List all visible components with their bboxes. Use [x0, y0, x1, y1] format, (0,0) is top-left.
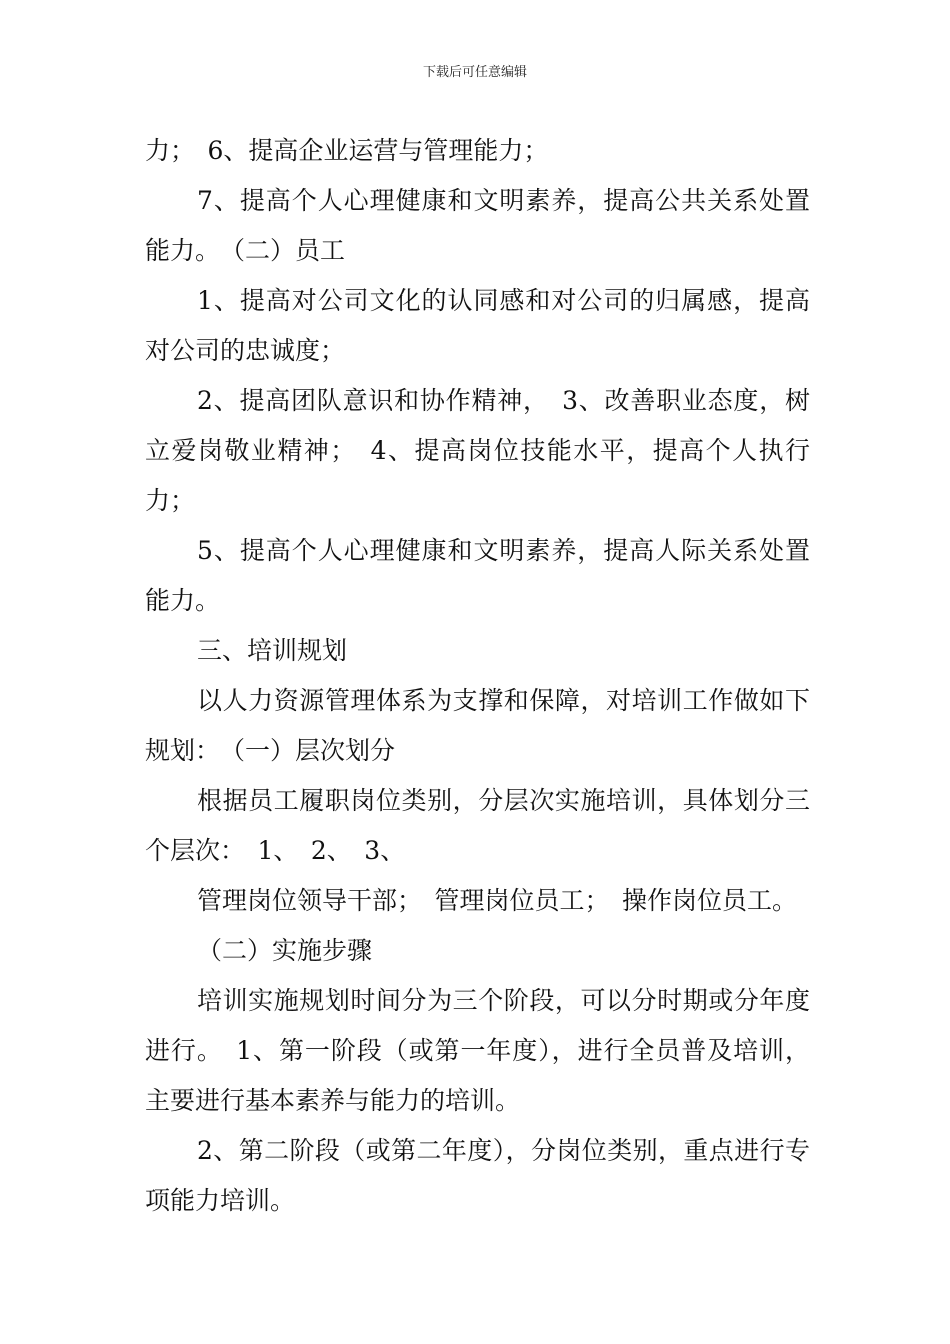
paragraph-1: 力； 6、提高企业运营与管理能力； — [145, 136, 549, 165]
document-body — [145, 126, 810, 1226]
page-header: 下载后可任意编辑 — [422, 65, 527, 80]
section-heading-training-plan: 三、培训规划 — [197, 636, 348, 665]
paragraph-2: 7、提高个人心理健康和文明素养，提高公共关系处置能力。 （二）员工 — [145, 186, 810, 265]
paragraph-8: 根据员工履职岗位类别，分层次实施培训，具体划分三个层次： 1、 2、 3、 — [145, 786, 810, 865]
paragraph-7: 以人力资源管理体系为支撑和保障，对培训工作做如下规划： （一）层次划分 — [145, 686, 810, 765]
subheading-implementation-steps: （二）实施步骤 — [197, 936, 373, 965]
paragraph-5: 5、提高个人心理健康和文明素养，提高人际关系处置能力。 — [145, 536, 810, 615]
paragraph-3: 1、提高对公司文化的认同感和对公司的归属感，提高对公司的忠诚度； — [145, 286, 810, 365]
paragraph-4: 2、提高团队意识和协作精神， 3、改善职业态度，树立爱岗敬业精神； 4、提高岗位技能水平，提高个人执行力； — [145, 386, 810, 515]
paragraph-9: 管理岗位领导干部； 管理岗位员工； 操作岗位员工。 — [197, 886, 798, 915]
paragraph-11: 培训实施规划时间分为三个阶段，可以分时期或分年度进行。 1、第一阶段（或第一年度），进行全员普及培训，主要进行基本素养与能力的培训。 — [145, 986, 810, 1115]
paragraph-12: 2、第二阶段（或第二年度），分岗位类别，重点进行专项能力培训。 — [145, 1136, 810, 1215]
